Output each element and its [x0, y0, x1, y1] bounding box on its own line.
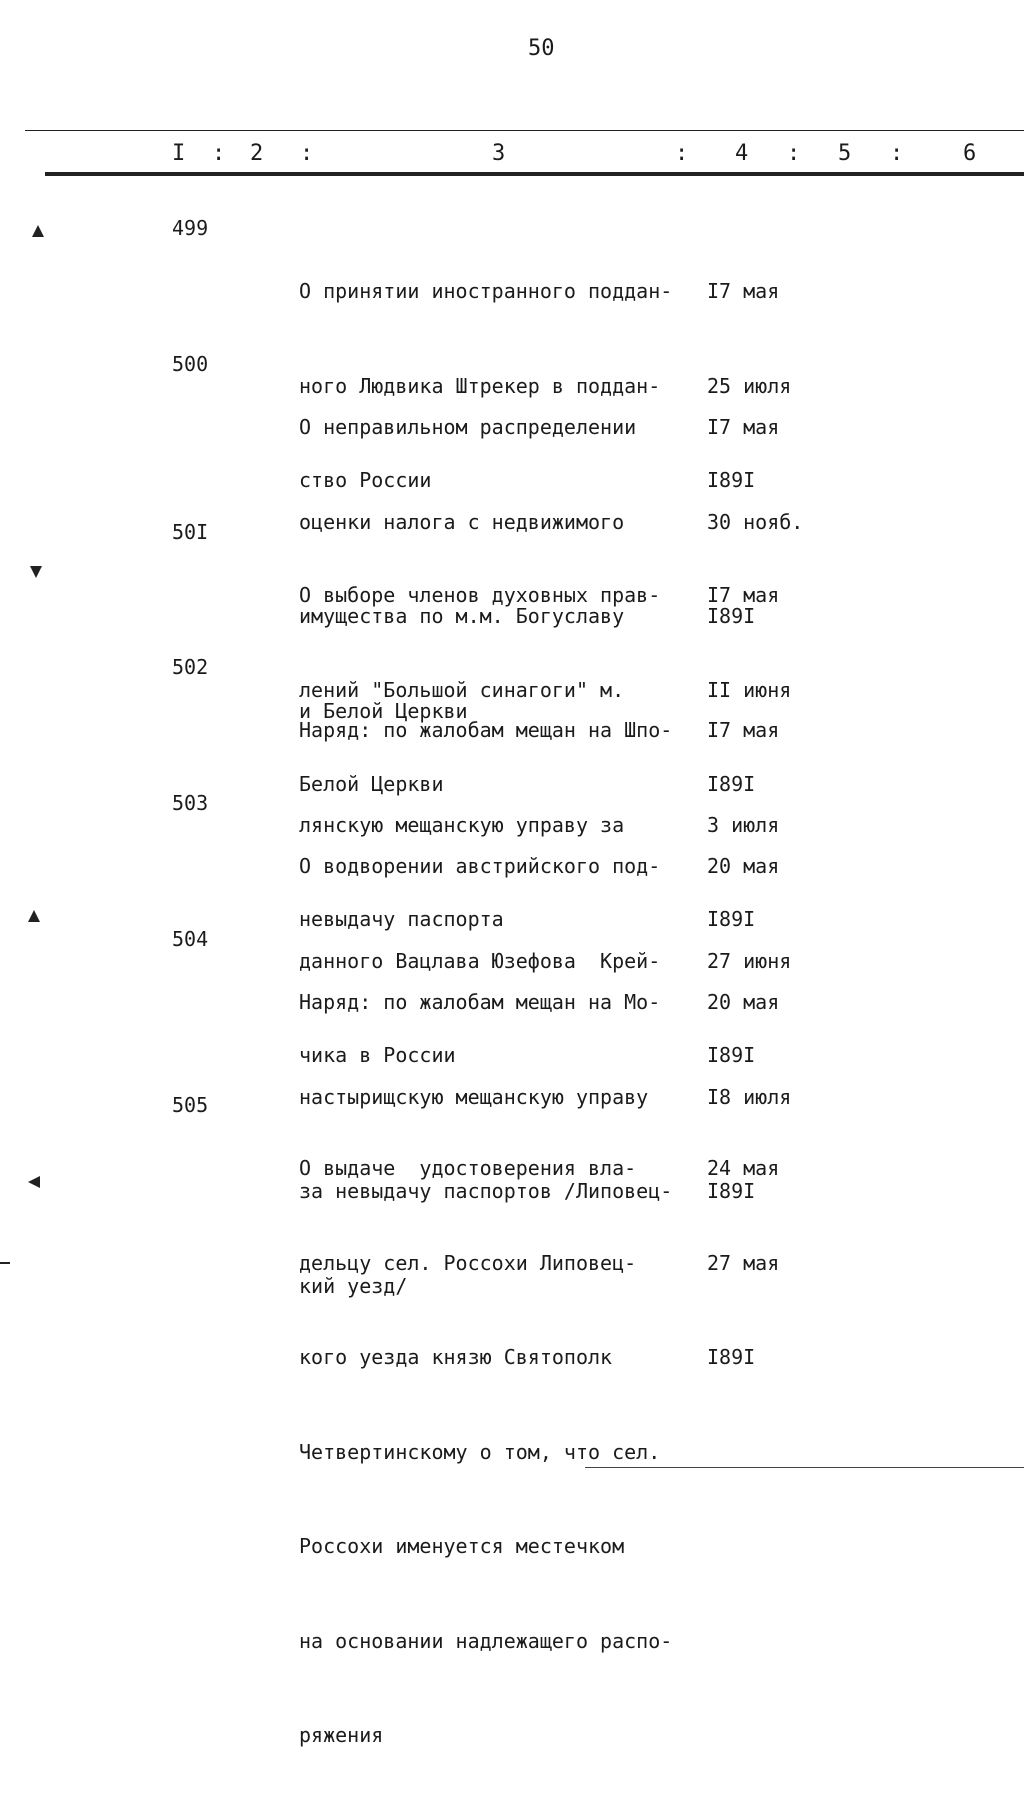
header-rule-top — [25, 130, 1024, 131]
entry-title — [299, 1090, 699, 1815]
title-line: кий уезд/ — [299, 1273, 408, 1298]
header-rule-bottom — [45, 172, 1024, 176]
date-line: I89I — [707, 1179, 756, 1203]
entry-number: 503 — [172, 791, 209, 815]
hole-punch-mark — [28, 1176, 40, 1188]
column-header-2: 2 — [250, 141, 264, 166]
page-number: 50 — [528, 36, 555, 61]
date-line: 27 мая — [707, 1250, 780, 1275]
date-line: I89I — [707, 1345, 756, 1369]
title-line: О выборе членов духовных прав- — [299, 583, 661, 607]
margin-dash — [0, 1262, 10, 1264]
title-line: данного Вацлава Юзефова Крей- — [299, 948, 661, 973]
title-line: и Белой Церкви — [299, 698, 468, 723]
date-line: 25 июля — [707, 373, 792, 398]
title-line: О выдаче удостоверения вла- — [299, 1156, 637, 1180]
title-line: лений "Большой синагоги" м. — [299, 677, 625, 702]
date-line: I89I — [707, 468, 756, 492]
title-line: имущества по м.м. Богуславу — [299, 604, 625, 628]
title-line: кого уезда князю Святополк — [299, 1345, 613, 1369]
date-line: I7 мая — [707, 583, 780, 607]
date-line: I8 июля — [707, 1084, 792, 1109]
date-line: 3 июля — [707, 812, 780, 837]
title-line: Наряд: по жалобам мещан на Мо- — [299, 990, 661, 1014]
hole-punch-mark — [32, 225, 44, 237]
column-header-4: 4 — [735, 141, 749, 166]
title-line: Наряд: по жалобам мещан на Шпо- — [299, 718, 673, 742]
title-line: О водворении австрийского под- — [299, 854, 661, 878]
date-line: I89I — [707, 604, 756, 628]
date-line: 24 мая — [707, 1156, 780, 1180]
entry-number: 500 — [172, 352, 209, 376]
entry-number: 504 — [172, 927, 209, 951]
entry-number: 502 — [172, 655, 209, 679]
hole-punch-mark — [30, 566, 42, 578]
date-line: I7 мая — [707, 718, 780, 742]
title-line: на основании надлежащего распо- — [299, 1628, 673, 1653]
date-line: 30 нояб. — [707, 509, 804, 534]
footer-rule — [585, 1467, 1024, 1468]
entry-number: 499 — [172, 216, 209, 240]
title-line: О принятии иностранного поддан- — [299, 279, 673, 303]
title-line: дельцу сел. Россохи Липовец- — [299, 1250, 637, 1275]
title-line: невыдачу паспорта — [299, 907, 504, 931]
title-line: Белой Церкви — [299, 772, 444, 796]
column-header-1: I — [172, 141, 186, 166]
title-line: Россохи именуется местечком — [299, 1534, 625, 1558]
date-line: I89I — [707, 907, 756, 931]
hole-punch-mark — [28, 910, 40, 922]
title-line: ного Людвика Штрекер в поддан- — [299, 373, 661, 398]
title-line: оценки налога с недвижимого — [299, 509, 625, 534]
title-line: ряжения — [299, 1723, 384, 1747]
date-line: I89I — [707, 1043, 756, 1067]
date-line: I7 мая — [707, 279, 780, 303]
date-line: 27 июня — [707, 948, 792, 973]
column-header-5: 5 — [838, 141, 852, 166]
title-line: О неправильном распределении — [299, 415, 637, 439]
title-line: чика в России — [299, 1043, 456, 1067]
entry-dates — [707, 1090, 779, 1437]
date-line: 20 мая — [707, 990, 780, 1014]
entry-number: 505 — [172, 1093, 209, 1117]
date-line: 20 мая — [707, 854, 780, 878]
column-separator: : — [212, 141, 226, 166]
entry-number: 50I — [172, 520, 209, 544]
title-line: настырищскую мещанскую управу — [299, 1084, 649, 1109]
title-line: Четвертинскому о том, что сел. — [299, 1439, 661, 1464]
column-separator: : — [787, 141, 801, 166]
title-line: ство России — [299, 468, 432, 492]
column-separator: : — [890, 141, 904, 166]
date-line: II июня — [707, 677, 792, 702]
date-line: I7 мая — [707, 415, 780, 439]
column-separator: : — [300, 141, 314, 166]
column-header-3: 3 — [492, 141, 506, 166]
title-line: лянскую мещанскую управу за — [299, 812, 625, 837]
column-header-6: 6 — [963, 141, 977, 166]
title-line: за невыдачу паспортов /Липовец- — [299, 1179, 673, 1203]
date-line: I89I — [707, 772, 756, 796]
column-separator: : — [675, 141, 689, 166]
